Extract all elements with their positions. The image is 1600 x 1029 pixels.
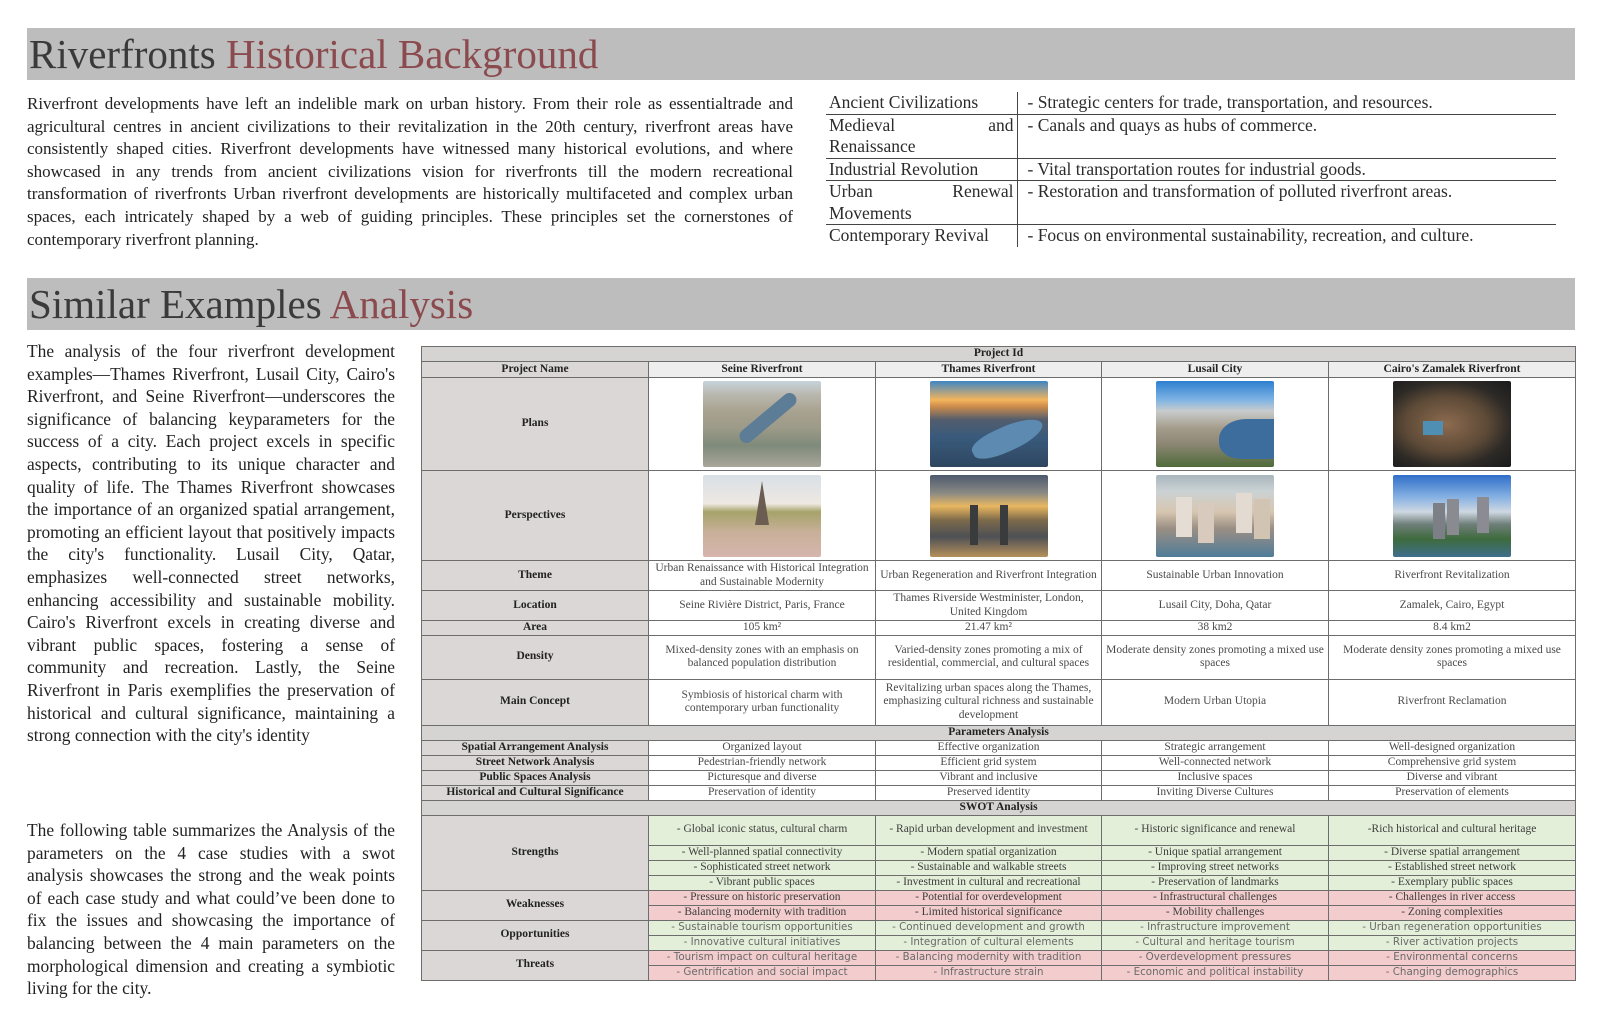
- swot-analysis-header-row: [422, 800, 1576, 815]
- project-name-thames: Thames Riverfront: [876, 362, 1102, 378]
- swot-item: - Innovative cultural initiatives: [649, 935, 876, 950]
- info-label: Main Concept: [422, 679, 649, 725]
- historical-background-banner: [27, 28, 1575, 80]
- swot-item: - Changing demographics: [1329, 965, 1576, 980]
- parameter-value: Strategic arrangement: [1102, 740, 1329, 755]
- swot-item: - Rapid urban development and investment: [876, 815, 1102, 845]
- plan-cell-cairo: [1329, 378, 1576, 471]
- tower-bridge-thames-photo: [930, 475, 1048, 557]
- timeline-row: [826, 114, 1556, 158]
- swot-item: - Sustainable and walkable streets: [876, 860, 1102, 875]
- parameter-value: Preservation of identity: [649, 785, 876, 800]
- swot-item: - Challenges in river access: [1329, 890, 1576, 905]
- similar-examples-title: [27, 278, 1575, 330]
- eiffel-tower-seine-photo: [703, 475, 821, 557]
- parameter-row: [422, 770, 1576, 785]
- timeline-row: [826, 225, 1556, 247]
- info-value: Symbiosis of historical charm with contemporary urban functionality: [649, 679, 876, 725]
- timeline-era: Contemporary Revival: [826, 225, 1017, 247]
- parameter-label: Spatial Arrangement Analysis: [422, 740, 649, 755]
- swot-item: - Investment in cultural and recreational: [876, 875, 1102, 890]
- parameters-analysis-header-row: [422, 725, 1576, 740]
- swot-label-strengths: Strengths: [422, 815, 649, 890]
- timeline-desc: - Focus on environmental sustainability, recreation, and culture.: [1027, 225, 1474, 245]
- info-label: Area: [422, 621, 649, 636]
- era-word: Movements: [829, 202, 912, 223]
- swot-item: - Established street network: [1329, 860, 1576, 875]
- swot-item: - Integration of cultural elements: [876, 935, 1102, 950]
- swot-item: - Continued development and growth: [876, 920, 1102, 935]
- timeline-era: Ancient Civilizations: [826, 92, 1017, 114]
- historical-background-title: [27, 28, 1575, 80]
- swot-item: - Zoning complexities: [1329, 905, 1576, 920]
- cairo-nile-towers-photo: [1393, 475, 1511, 557]
- swot-item: - Limited historical significance: [876, 905, 1102, 920]
- era-word: and: [988, 114, 1014, 135]
- parameter-label: Historical and Cultural Significance: [422, 785, 649, 800]
- info-value: Urban Renaissance with Historical Integration and Sustainable Modernity: [649, 561, 876, 591]
- swot-label-opportunities: Opportunities: [422, 920, 649, 950]
- parameter-label: Street Network Analysis: [422, 755, 649, 770]
- swot-item: - Vibrant public spaces: [649, 875, 876, 890]
- swot-item: - Historic significance and renewal: [1102, 815, 1329, 845]
- swot-item: - River activation projects: [1329, 935, 1576, 950]
- parameter-value: Well-connected network: [1102, 755, 1329, 770]
- swot-item: - Preservation of landmarks: [1102, 875, 1329, 890]
- parameter-value: Comprehensive grid system: [1329, 755, 1576, 770]
- swot-item: - Balancing modernity with tradition: [649, 905, 876, 920]
- timeline-row: [826, 92, 1556, 114]
- swot-item: - Urban regeneration opportunities: [1329, 920, 1576, 935]
- title-accent: Analysis: [329, 281, 474, 327]
- plan-cell-thames: [876, 378, 1102, 471]
- info-value: Lusail City, Doha, Qatar: [1102, 591, 1329, 621]
- info-row-main-concept: [422, 679, 1576, 725]
- seine-aerial-photo: [703, 381, 821, 467]
- swot-item: - Gentrification and social impact: [649, 965, 876, 980]
- info-value: Varied-density zones promoting a mix of residential, commercial, and cultural spaces: [876, 635, 1102, 679]
- zamalek-aerial-photo: [1393, 381, 1511, 467]
- info-value: Revitalizing urban spaces along the Thames, emphasizing cultural richness and sustainable development: [876, 679, 1102, 725]
- timeline-era: Industrial Revolution: [826, 158, 1017, 181]
- project-name-seine: Seine Riverfront: [649, 362, 876, 378]
- swot-row-strengths: [422, 815, 1576, 845]
- timeline-desc: - Restoration and transformation of polluted riverfront areas.: [1027, 181, 1453, 201]
- swot-item: - Overdevelopment pressures: [1102, 950, 1329, 965]
- parameter-value: Preserved identity: [876, 785, 1102, 800]
- parameter-row: [422, 740, 1576, 755]
- perspective-cell-cairo: [1329, 471, 1576, 561]
- summary-paragraph: The following table summarizes the Analysis of the parameters on the 4 case studies with a swot analysis showcases the strong and the weak points of each case study and what could’ve been done to fix the issues and showcasing the importance of balancing between the 4 main parameters on the morphological dimension and creating a symbiotic living for the city.: [27, 820, 395, 999]
- parameter-value: Organized layout: [649, 740, 876, 755]
- swot-row-threats: [422, 950, 1576, 965]
- info-value: 38 km2: [1102, 621, 1329, 636]
- info-value: 21.47 km²: [876, 621, 1102, 636]
- parameter-value: Pedestrian-friendly network: [649, 755, 876, 770]
- swot-item: - Infrastructure strain: [876, 965, 1102, 980]
- project-id-header: Project Id: [422, 347, 1576, 362]
- info-row-theme: [422, 561, 1576, 591]
- parameters-analysis-header: Parameters Analysis: [422, 725, 1576, 740]
- plans-row: [422, 378, 1576, 471]
- swot-item: - Cultural and heritage tourism: [1102, 935, 1329, 950]
- parameter-value: Well-designed organization: [1329, 740, 1576, 755]
- project-name-cairo: Cairo's Zamalek Riverfront: [1329, 362, 1576, 378]
- history-paragraph: Riverfront developments have left an indelible mark on urban history. From their role as essentialtrade and agricultural centres in ancient civilizations to their revitalization in the 20th century, riverfront areas have consistently shaped cities. Riverfront developments have witnessed many historical evolutions, and where showcased in any trends from ancient civilizations vision for riverfronts till the modern recreational transformation of riverfronts Urban riverfront developments are historically multifaceted and complex urban spaces, each intricately shaped by a web of guiding principles. These principles set the cornerstones of contemporary riverfront planning.: [27, 94, 793, 249]
- timeline-era: [826, 114, 1017, 158]
- parameter-value: Efficient grid system: [876, 755, 1102, 770]
- timeline-row: [826, 181, 1556, 225]
- info-row-density: [422, 635, 1576, 679]
- lusail-aerial-photo: [1156, 381, 1274, 467]
- swot-label-weaknesses: Weaknesses: [422, 890, 649, 920]
- parameter-row: [422, 755, 1576, 770]
- info-value: 8.4 km2: [1329, 621, 1576, 636]
- era-word: Urban: [829, 181, 873, 201]
- info-value: Moderate density zones promoting a mixed use spaces: [1102, 635, 1329, 679]
- perspective-cell-lusail: [1102, 471, 1329, 561]
- swot-analysis-header: SWOT Analysis: [422, 800, 1576, 815]
- swot-item: - Tourism impact on cultural heritage: [649, 950, 876, 965]
- swot-item: - Sophisticated street network: [649, 860, 876, 875]
- swot-item: - Sustainable tourism opportunities: [649, 920, 876, 935]
- perspectives-row: [422, 471, 1576, 561]
- swot-item: - Economic and political instability: [1102, 965, 1329, 980]
- info-label: Density: [422, 635, 649, 679]
- parameter-value: Inviting Diverse Cultures: [1102, 785, 1329, 800]
- info-label: Theme: [422, 561, 649, 591]
- parameter-value: Effective organization: [876, 740, 1102, 755]
- info-row-location: [422, 591, 1576, 621]
- project-id-row: [422, 347, 1576, 362]
- info-value: Riverfront Revitalization: [1329, 561, 1576, 591]
- era-word: Renaissance: [829, 136, 916, 156]
- swot-item: - Global iconic status, cultural charm: [649, 815, 876, 845]
- swot-label-threats: Threats: [422, 950, 649, 980]
- thames-aerial-photo: [930, 381, 1048, 467]
- similar-examples-banner: [27, 278, 1575, 330]
- analysis-paragraph: The analysis of the four riverfront development examples—Thames Riverfront, Lusail City, Cairo's Riverfront, and Seine Riverfront—underscores the significance of balancing keyparameters for the success of a city. Each project excels in specific aspects, contributing to its unique character and quality of life. The Thames Riverfront showcases the importance of an organized spatial arrangement, promoting an efficient layout that positively impacts the city's functionality. Lusail City, Qatar, emphasizes well-connected street networks, enhancing accessibility and sustainable mobility. Cairo's Riverfront excels in creating diverse and vibrant public spaces, fostering a sense of community and recreation. Lastly, the Seine Riverfront in Paris exemplifies the preservation of historical and cultural significance, maintaining a strong connection with the city's identity: [27, 341, 395, 746]
- swot-item: - Well-planned spatial connectivity: [649, 845, 876, 860]
- info-value: 105 km²: [649, 621, 876, 636]
- project-name-lusail: Lusail City: [1102, 362, 1329, 378]
- timeline-desc: - Vital transportation routes for industrial goods.: [1027, 158, 1366, 179]
- swot-item: - Infrastructural challenges: [1102, 890, 1329, 905]
- swot-item: - Balancing modernity with tradition: [876, 950, 1102, 965]
- info-value: Mixed-density zones with an emphasis on balanced population distribution: [649, 635, 876, 679]
- swot-item: - Improving street networks: [1102, 860, 1329, 875]
- parameter-value: Inclusive spaces: [1102, 770, 1329, 785]
- plan-cell-lusail: [1102, 378, 1329, 471]
- plans-label: Plans: [422, 378, 649, 471]
- parameter-row: [422, 785, 1576, 800]
- project-name-row: [422, 362, 1576, 378]
- info-value: Sustainable Urban Innovation: [1102, 561, 1329, 591]
- info-value: Zamalek, Cairo, Egypt: [1329, 591, 1576, 621]
- info-value: Thames Riverside Westminister, London, United Kingdom: [876, 591, 1102, 621]
- swot-item: -Rich historical and cultural heritage: [1329, 815, 1576, 845]
- timeline-row: [826, 158, 1556, 181]
- parameter-value: Preservation of elements: [1329, 785, 1576, 800]
- parameter-label: Public Spaces Analysis: [422, 770, 649, 785]
- lusail-towers-render: [1156, 475, 1274, 557]
- info-row-area: [422, 621, 1576, 636]
- parameter-value: Diverse and vibrant: [1329, 770, 1576, 785]
- perspective-cell-seine: [649, 471, 876, 561]
- perspectives-label: Perspectives: [422, 471, 649, 561]
- info-value: Urban Regeneration and Riverfront Integration: [876, 561, 1102, 591]
- info-value: Seine Rivière District, Paris, France: [649, 591, 876, 621]
- timeline-era: [826, 181, 1017, 225]
- history-timeline-table: [826, 92, 1556, 247]
- perspective-cell-thames: [876, 471, 1102, 561]
- era-word: Renewal: [952, 181, 1014, 201]
- title-main: Similar Examples: [29, 281, 322, 327]
- parameter-value: Vibrant and inclusive: [876, 770, 1102, 785]
- swot-item: - Diverse spatial arrangement: [1329, 845, 1576, 860]
- swot-item: - Potential for overdevelopment: [876, 890, 1102, 905]
- info-value: Moderate density zones promoting a mixed use spaces: [1329, 635, 1576, 679]
- era-word: Medieval: [829, 114, 896, 135]
- swot-item: - Infrastructure improvement: [1102, 920, 1329, 935]
- swot-row-weaknesses: [422, 890, 1576, 905]
- swot-item: - Pressure on historic preservation: [649, 890, 876, 905]
- title-accent: Historical Background: [226, 31, 599, 77]
- swot-item: - Mobility challenges: [1102, 905, 1329, 920]
- swot-item: - Modern spatial organization: [876, 845, 1102, 860]
- info-value: Modern Urban Utopia: [1102, 679, 1329, 725]
- parameter-value: Picturesque and diverse: [649, 770, 876, 785]
- info-label: Location: [422, 591, 649, 621]
- plan-cell-seine: [649, 378, 876, 471]
- timeline-desc: - Canals and quays as hubs of commerce.: [1027, 114, 1318, 135]
- project-name-label: Project Name: [422, 362, 649, 378]
- swot-row-opportunities: [422, 920, 1576, 935]
- timeline-desc: - Strategic centers for trade, transportation, and resources.: [1027, 92, 1433, 112]
- case-study-comparison-table: [421, 346, 1576, 981]
- title-main: Riverfronts: [29, 31, 216, 77]
- swot-item: - Exemplary public spaces: [1329, 875, 1576, 890]
- info-value: Riverfront Reclamation: [1329, 679, 1576, 725]
- swot-item: - Unique spatial arrangement: [1102, 845, 1329, 860]
- swot-item: - Environmental concerns: [1329, 950, 1576, 965]
